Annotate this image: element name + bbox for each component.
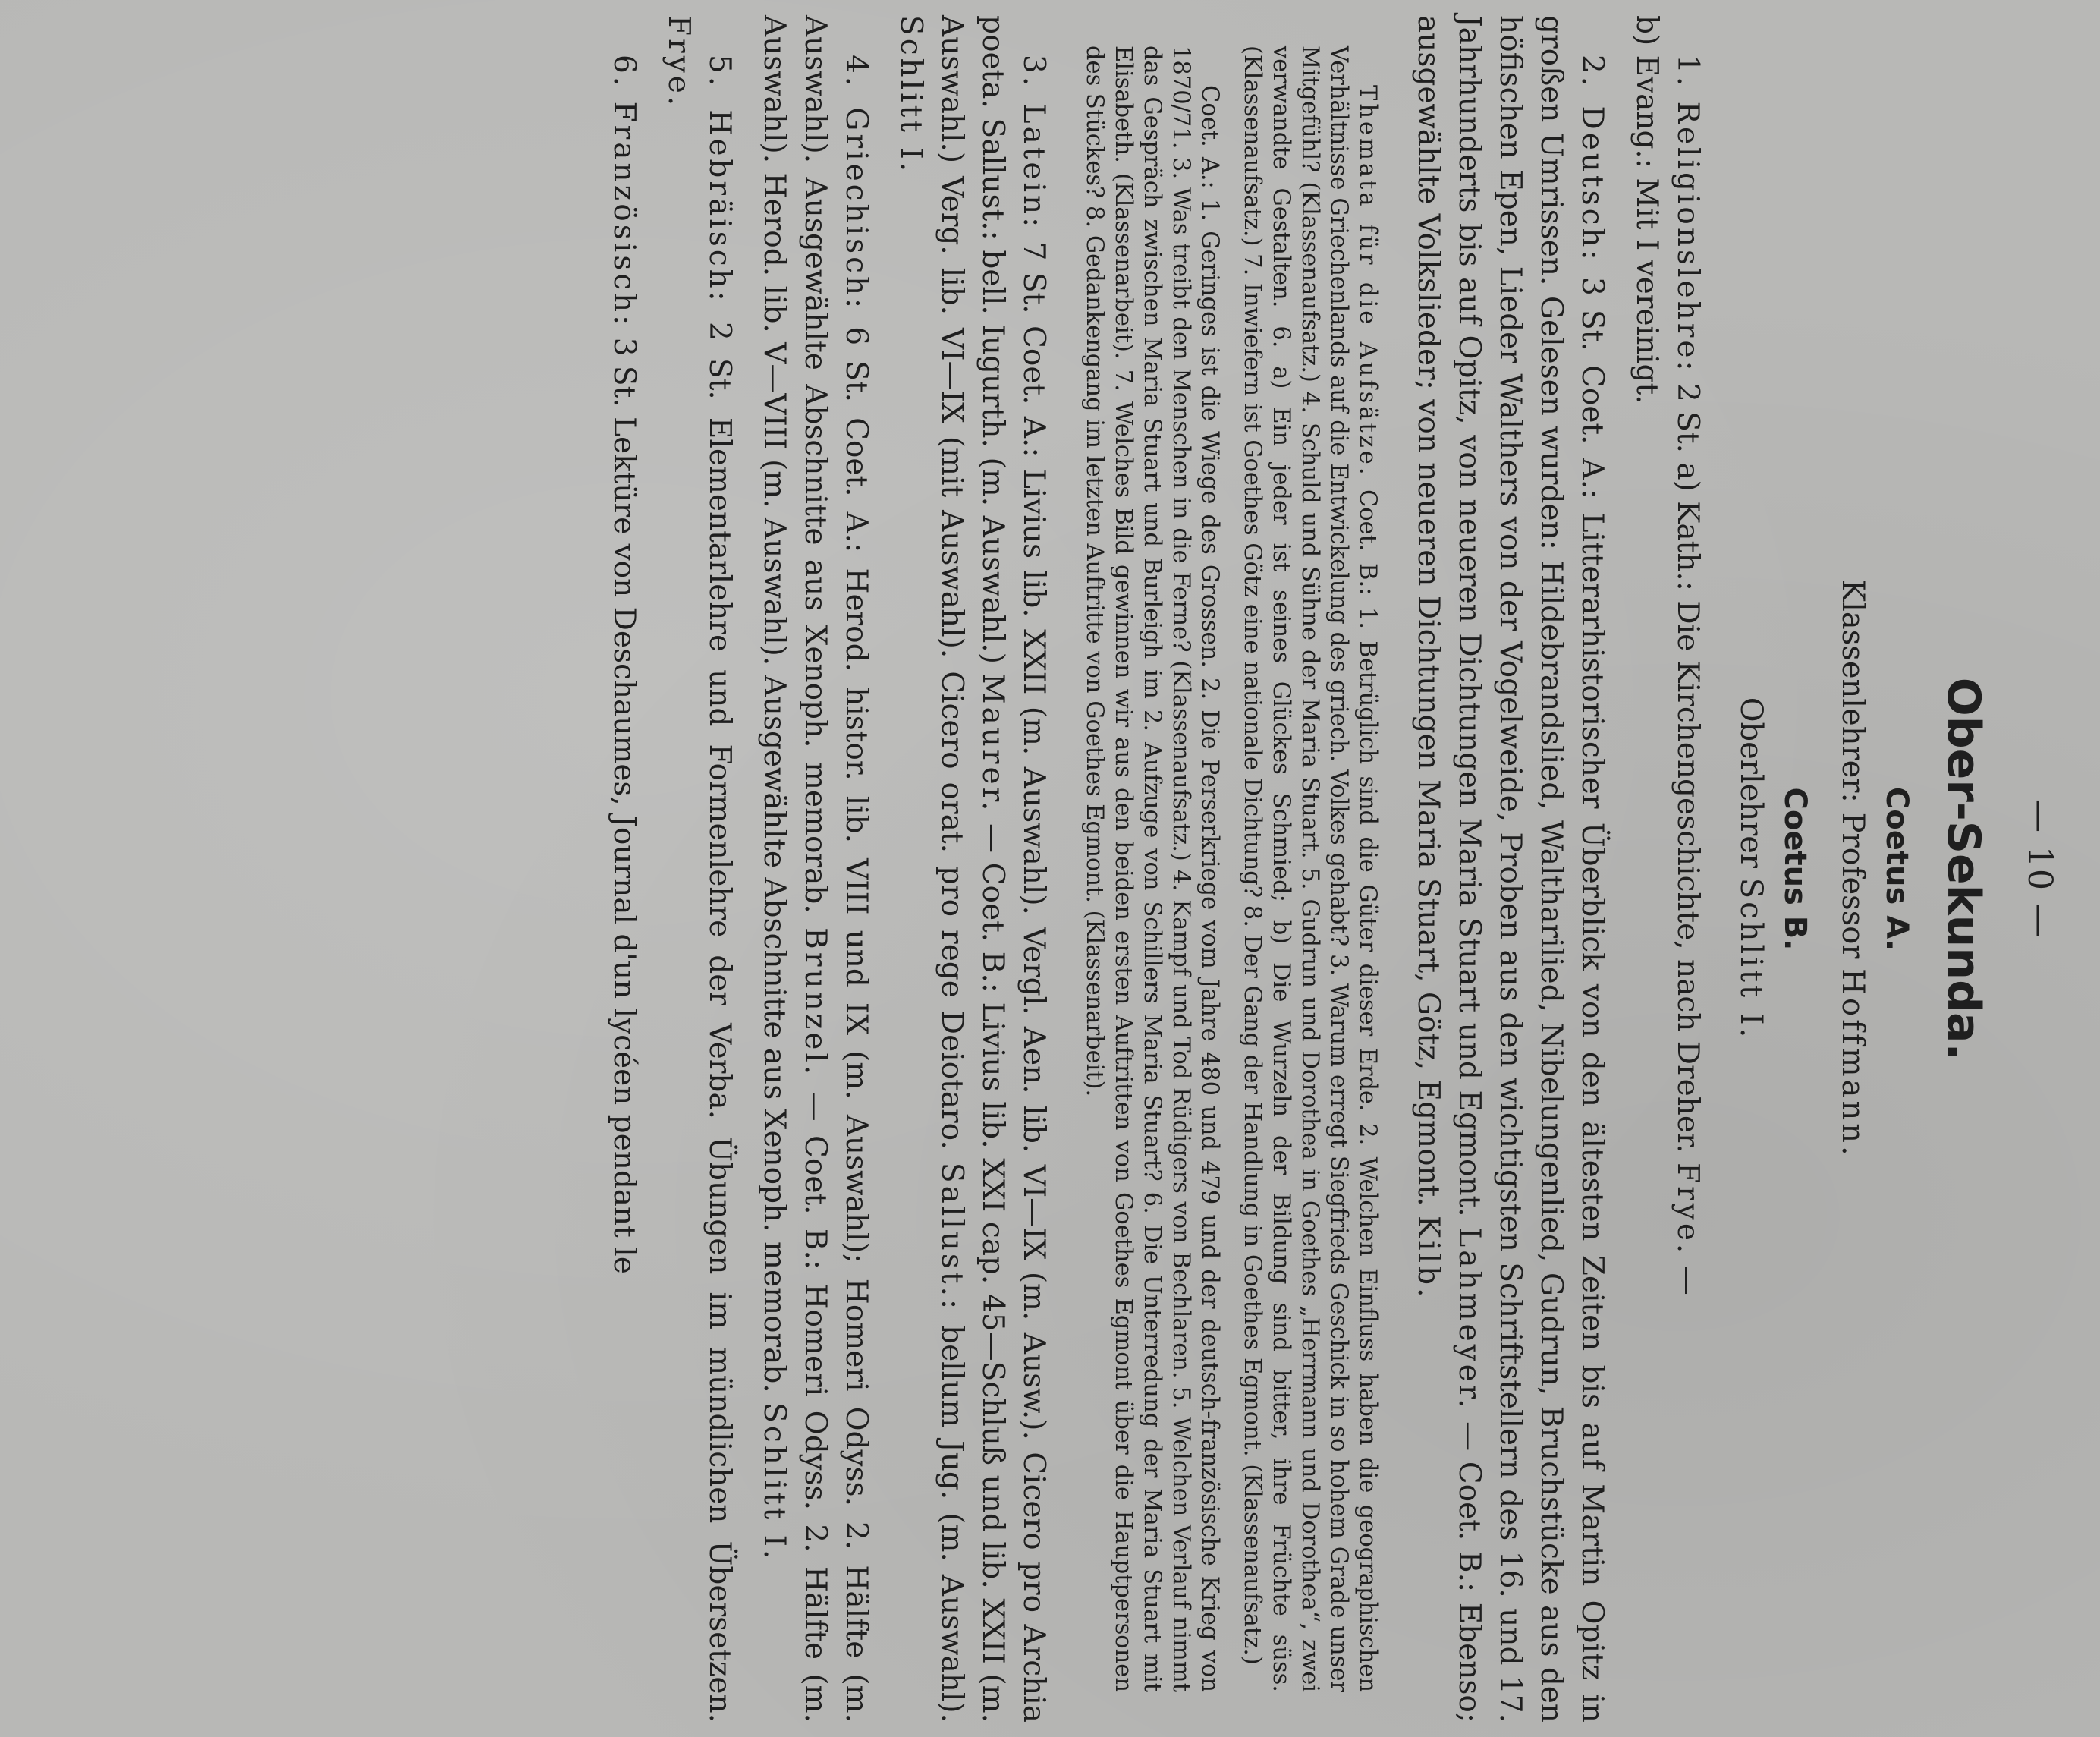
teacher-name: Schlitt I. <box>1734 877 1768 1041</box>
religion-dash: — <box>1671 1265 1705 1295</box>
teacher-prefix: Klassenlehrer: Professor <box>1835 579 1870 959</box>
themata-lead: Themata für die Aufsätze. <box>1354 85 1381 478</box>
religion-text: 2 St. a) Kath.: Die Kirchengeschichte, nach Dreher. <box>1671 383 1705 1153</box>
deutsch-paragraph <box>1407 15 1612 1723</box>
page-title: Ober-Sekunda. <box>1937 677 1990 1061</box>
themata-coet-a-paragraph <box>1080 46 1224 1692</box>
franzoesisch-text: 3 St. Lektüre von Deschaumes, Journal d'un lycéen pendant le <box>607 337 641 1274</box>
latein-text: 7 St. Coet. A.: Livius lib. XXII (m. Auswahl). Vergl. Aen. lib. VI—IX (m. Ausw.). Cicero pro Archia poeta. Sallust.: bell. Iugurth. (m. Auswahl.) <box>976 15 1051 1723</box>
griechisch-paragraph <box>753 15 876 1723</box>
coetus-b-teacher <box>1734 15 1768 1723</box>
religion-evang-line <box>1626 15 1667 1723</box>
griechisch-text: 6 St. Coet. A.: Herod. histor. lib. VIII und IX (m. Auswahl); Homeri Odyss. 2. Hälfte (m. Auswahl). Ausgewählte Abschnitte aus Xenoph. memorab. <box>798 15 873 1723</box>
latein-lead: 3. Latein: <box>1017 55 1051 231</box>
deutsch-text-b: — Coet. B.: Ebenso; ausgewählte Volkslieder; von neueren Dichtungen Maria Stuart, Götz, Egmont. <box>1411 15 1486 1723</box>
deutsch-teacher-a: Lahmeyer. <box>1452 1227 1486 1411</box>
griechisch-teacher-b: Schlitt I. <box>757 1402 791 1562</box>
religion-teacher: Frye. <box>1671 1163 1705 1257</box>
hebraeisch-teacher: Frye. <box>662 15 696 109</box>
religion-paragraph <box>1667 15 1708 1723</box>
latein-text-b: — Coet. B.: Livius lib. XXI cap. 45—Schluß und lib. XXII (m. Auswahl.) Verg. lib. VI—IX (mit Auswahl). Cicero orat. pro rege Deiotaro. <box>935 15 1010 1723</box>
franzoesisch-lead: 6. Französisch: <box>607 55 641 329</box>
document-page <box>18 15 2082 1723</box>
deutsch-teacher-b: Kilb. <box>1411 1216 1445 1301</box>
religion-evang-text: Mit I vereinigt. <box>1630 178 1664 404</box>
latein-tail: bellum Jug. (m. Auswahl). <box>935 1325 969 1723</box>
latein-teacher-b: Schlitt I. <box>894 15 928 175</box>
coetus-a-heading: Coetus A. <box>1879 786 1914 952</box>
latein-sallust: Sallust.: <box>935 1162 969 1313</box>
religion-evang-lead: b) Evang.: <box>1630 15 1664 168</box>
franzoesisch-paragraph <box>603 15 644 1723</box>
coetus-b-heading: Coetus B. <box>1778 787 1812 951</box>
themata-coet-b: Coet. B.: 1. Betrüglich sind die Güter dieser Erde. 2. Welchen Einfluss haben die geographischen Verhältnisse Griechenlands auf die Entwickelung des griech. Volkes gehabt? 3. Warum erregt Siegfrieds Geschick in so hohem Grade unser Mitgefühl? (Klassenaufsatz.) 4. Schuld und Sühne der Maria Stuart. 5. Gudrun und Dorothea in Goethes „Herrmann und Dorothea“, zwei verwandte Gestalten. 6. a) Ein jeder ist seines Glückes Schmied; b) Die Wurzeln der Bildung sind bitter, ihre Früchte süss. (Klassenaufsatz.) 7. Inwiefern ist Goethes Götz eine nationale Dichtung? 8. Der Gang der Handlung in Goethes Egmont. (Klassenaufsatz.) <box>1239 46 1381 1692</box>
teacher-prefix: Oberlehrer <box>1734 697 1768 869</box>
coetus-a-teacher <box>1835 15 1870 1723</box>
hebraeisch-paragraph <box>658 15 740 1723</box>
deutsch-text: 3 St. Coet. A.: Litterarhistorischer Überblick von den ältesten Zeiten bis auf Martin Opitz in großen Umrissen. Gelesen wurden: Hildebrandslied, Waltharilied, Nibelungenlied, Gudrun, Bruchstücke aus den höfischen Epen, Lieder Walthers von der Vogelweide, Proben aus den wichtigsten Schriftstellern des 16. und 17. Jahrhunderts bis auf Opitz, von neueren Dichtungen Maria Stuart und Egmont. <box>1452 15 1609 1723</box>
latein-paragraph <box>890 15 1054 1723</box>
griechisch-text-b: — Coet. B.: Homeri Odyss. 2. Hälfte (m. Auswahl). Herod. lib. V—VIII (m. Auswahl). Ausgewählte Abschnitte aus Xenoph. memorab. <box>757 15 832 1723</box>
themata-paragraph <box>1237 46 1382 1692</box>
hebraeisch-text: 2 St. Elementarlehre und Formenlehre der Verba. Übungen im mündlichen Übersetzen. <box>703 322 737 1723</box>
religion-lead: 1. Religionslehre: <box>1671 55 1705 374</box>
teacher-name: Hoffmann. <box>1835 968 1870 1159</box>
deutsch-lead: 2. Deutsch: <box>1575 55 1609 263</box>
griechisch-teacher-a: Brunzel. <box>798 927 832 1078</box>
griechisch-lead: 4. Griechisch: <box>839 55 873 312</box>
hebraeisch-lead: 5. Hebräisch: <box>703 55 737 304</box>
page-number: — 10 — <box>2020 799 2059 939</box>
latein-teacher-a: Maurer. <box>976 673 1010 814</box>
themata-coet-a: Coet. A.: 1. Geringes ist die Wiege des Grossen. 2. Die Perserkriege vom Jahre 480 und 479 und der deutsch-französische Krieg von 1870/71. 3. Was treibt den Menschen in die Ferne? (Klassenaufsatz.) 4. Kampf und Tod Rüdigers von Bechlaren. 5. Welchen Verlauf nimmt das Gespräch zwischen Maria Stuart und Burleigh im 2. Aufzuge von Schillers Maria Stuart? 6. Die Unterredung der Maria Stuart mit Elisabeth. (Klassenarbeit). 7. Welches Bild gewinnen wir aus den beiden ersten Auftritten von Goethes Egmont über die Hauptpersonen des Stückes? 8. Gedankengang im letzten Auftritte von Goethes Egmont. (Klassenarbeit). <box>1081 46 1223 1692</box>
